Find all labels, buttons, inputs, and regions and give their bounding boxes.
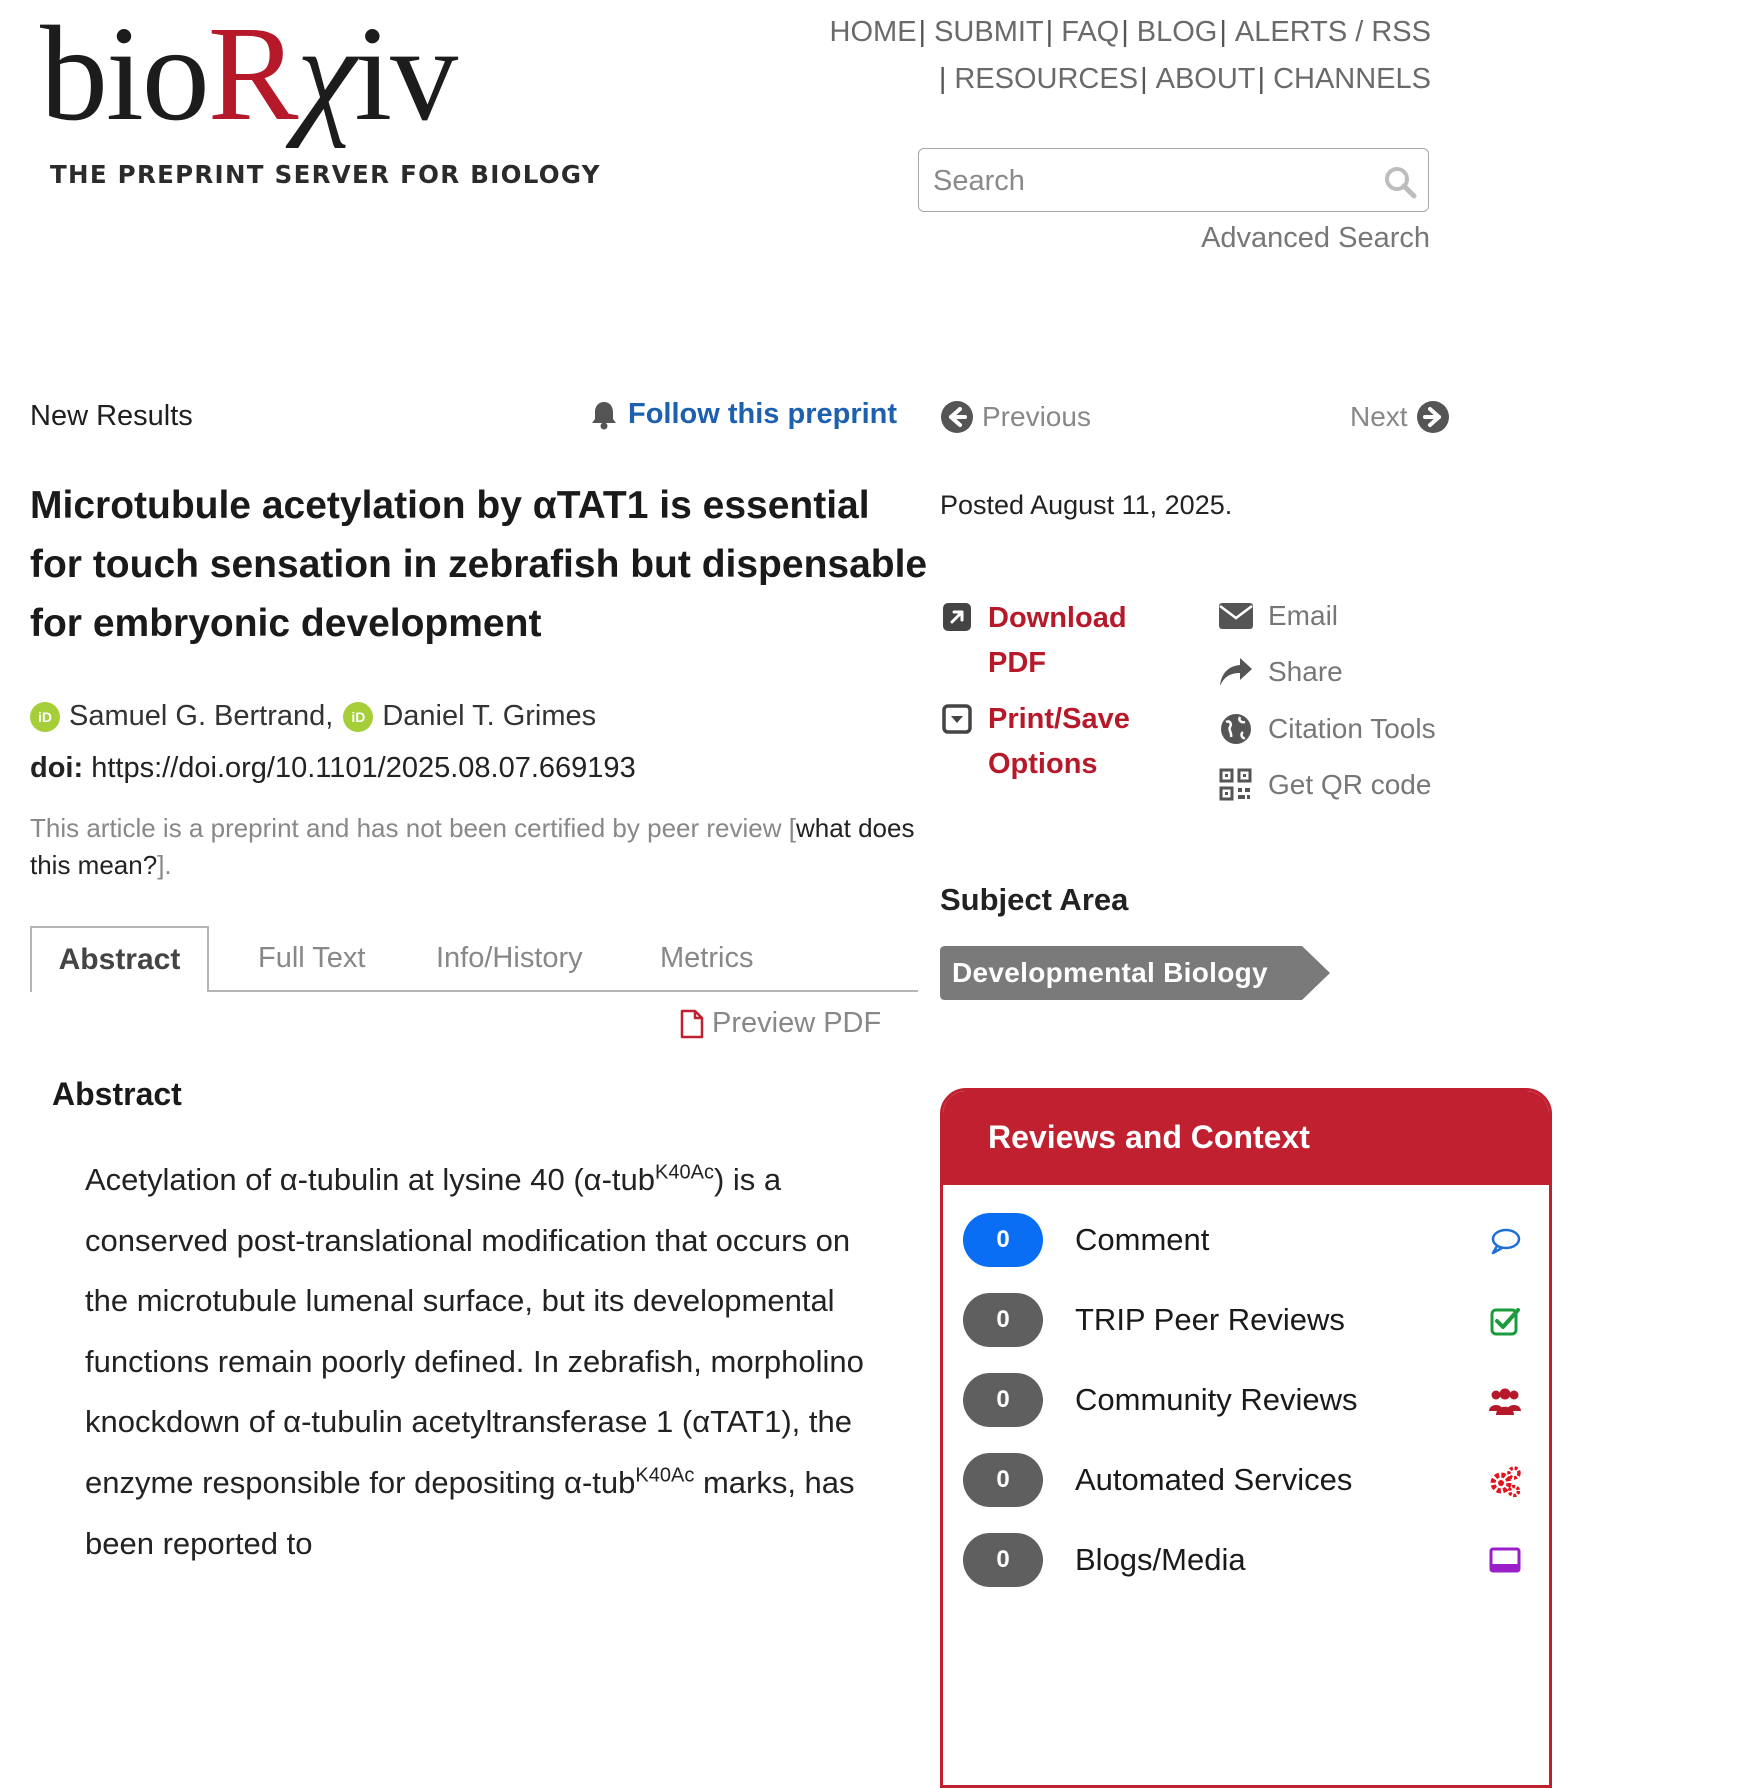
- nav-separator: |: [938, 63, 947, 95]
- review-label: Automated Services: [1075, 1462, 1353, 1497]
- abstract-sup-1: K40Ac: [655, 1161, 714, 1184]
- count-pill: 0: [963, 1373, 1043, 1427]
- nav-separator: |: [1257, 63, 1266, 95]
- external-link-icon: [942, 602, 972, 632]
- citation-tools-label: Citation Tools: [1268, 713, 1436, 744]
- author-list: [30, 700, 596, 733]
- previous-link[interactable]: [940, 400, 1091, 434]
- review-row-community[interactable]: [963, 1373, 1533, 1427]
- next-label: Next: [1350, 401, 1408, 432]
- pdf-file-icon: [680, 1009, 704, 1039]
- review-label: Comment: [1075, 1222, 1210, 1257]
- nav-separator: |: [918, 16, 927, 48]
- subject-area-heading: Subject Area: [940, 882, 1129, 917]
- abstract-text: [85, 1150, 875, 1574]
- nav-submit[interactable]: SUBMIT: [934, 16, 1044, 48]
- doi-line: [30, 752, 636, 785]
- abstract-heading: Abstract: [52, 1076, 182, 1112]
- nav-alerts-rss[interactable]: ALERTS / RSS: [1234, 16, 1431, 48]
- envelope-icon: [1218, 602, 1254, 630]
- logo-chi: χ: [296, 0, 355, 149]
- users-group-icon: [1489, 1385, 1521, 1417]
- abstract-part-1: Acetylation of α-tubulin at lysine 40 (α-tub: [85, 1162, 656, 1197]
- nav-blog[interactable]: BLOG: [1136, 16, 1218, 48]
- abstract-part-2: ) is a conserved post-translational modification that occurs on the microtubule lumenal surface, but its developmental functions remain poorly defined. In zebrafish, morpholino knockdown of α-tubulin acetyltransferase 1 (αTAT1), the enzyme responsible for depositing α-tub: [85, 1162, 864, 1500]
- review-row-comment[interactable]: [963, 1213, 1533, 1267]
- reviews-context-panel: [940, 1088, 1552, 1788]
- review-label: TRIP Peer Reviews: [1075, 1302, 1345, 1337]
- print-save-options-link[interactable]: Print/Save Options: [988, 703, 1130, 780]
- globe-icon: [1218, 712, 1254, 746]
- bell-icon: [590, 400, 618, 430]
- logo-bio: bio: [40, 0, 208, 149]
- email-label: Email: [1268, 600, 1339, 631]
- count-pill: 0: [963, 1213, 1043, 1267]
- orcid-icon[interactable]: iD: [343, 702, 373, 732]
- share-link[interactable]: [1218, 656, 1343, 688]
- follow-preprint-button[interactable]: [590, 398, 897, 431]
- article-title: Microtubule acetylation by αTAT1 is essential for touch sensation in zebrafish but dispensable for embryonic development: [30, 484, 928, 645]
- doi-link[interactable]: https://doi.org/10.1101/2025.08.07.669193: [91, 752, 636, 784]
- search-icon[interactable]: [1383, 165, 1417, 199]
- count-pill: 0: [963, 1533, 1043, 1587]
- peer-review-text: This article is a preprint and has not been certified by peer review [: [30, 813, 796, 843]
- gears-icon: [1489, 1465, 1521, 1497]
- review-row-trip[interactable]: [963, 1293, 1533, 1347]
- review-row-blogs-media[interactable]: [963, 1533, 1533, 1587]
- abstract-sup-2: K40Ac: [635, 1464, 695, 1487]
- nav-separator: |: [1140, 63, 1148, 95]
- email-link[interactable]: [1218, 600, 1338, 632]
- biorxiv-logo[interactable]: [40, 0, 457, 149]
- reviews-context-header: [943, 1091, 1549, 1185]
- search-input[interactable]: [931, 159, 1375, 203]
- arrow-left-circle-icon: [940, 400, 974, 434]
- count-pill: 0: [963, 1453, 1043, 1507]
- top-nav-row-1: [830, 16, 1431, 49]
- review-row-automated[interactable]: [963, 1453, 1533, 1507]
- monitor-icon: [1489, 1545, 1521, 1577]
- dropdown-box-icon: [942, 704, 972, 734]
- qr-code-link[interactable]: [1218, 768, 1431, 802]
- tab-abstract[interactable]: Abstract: [30, 926, 209, 992]
- abstract-part-3: marks, has been reported to: [85, 1464, 855, 1561]
- citation-tools-link[interactable]: [1218, 712, 1436, 746]
- author-name[interactable]: Daniel T. Grimes: [382, 700, 597, 732]
- subject-tag-label: Developmental Biology: [952, 957, 1268, 988]
- posted-date: Posted August 11, 2025.: [940, 490, 1233, 520]
- preview-pdf-link[interactable]: [680, 1007, 881, 1040]
- advanced-search-link[interactable]: Advanced Search: [1201, 222, 1430, 254]
- what-does-this-mean-link[interactable]: what does this mean?: [30, 813, 915, 880]
- preview-pdf-label: Preview PDF: [712, 1007, 882, 1039]
- nav-channels[interactable]: CHANNELS: [1273, 63, 1431, 95]
- qr-code-icon: [1218, 768, 1254, 802]
- share-arrow-icon: [1218, 656, 1254, 688]
- checkbox-check-icon: [1489, 1305, 1521, 1337]
- qr-code-label: Get QR code: [1268, 769, 1432, 800]
- nav-faq[interactable]: FAQ: [1061, 16, 1120, 48]
- share-label: Share: [1268, 656, 1343, 687]
- download-pdf-link[interactable]: Download PDF: [988, 602, 1127, 679]
- author-name[interactable]: Samuel G. Bertrand,: [69, 700, 334, 732]
- review-label: Community Reviews: [1075, 1382, 1358, 1417]
- nav-home[interactable]: HOME: [829, 16, 917, 48]
- orcid-icon[interactable]: iD: [30, 702, 60, 732]
- follow-label: Follow this preprint: [628, 398, 898, 430]
- previous-label: Previous: [982, 401, 1091, 432]
- logo-r: R: [207, 0, 297, 149]
- doi-label: doi:: [30, 752, 84, 784]
- nav-resources[interactable]: RESOURCES: [954, 63, 1139, 95]
- next-link[interactable]: [1350, 400, 1450, 434]
- article-section: New Results: [30, 400, 193, 432]
- reviews-context-title: Reviews and Context: [988, 1119, 1310, 1155]
- nav-about[interactable]: ABOUT: [1155, 63, 1256, 95]
- search-box: [918, 148, 1429, 212]
- tab-full-text[interactable]: Full Text: [258, 942, 366, 974]
- logo-tagline: THE PREPRINT SERVER FOR BIOLOGY: [50, 160, 601, 189]
- tab-info-history[interactable]: Info/History: [436, 942, 583, 974]
- count-pill: 0: [963, 1293, 1043, 1347]
- tab-metrics[interactable]: Metrics: [660, 942, 754, 974]
- peer-review-notice: [30, 810, 920, 884]
- review-label: Blogs/Media: [1075, 1542, 1246, 1577]
- nav-separator: |: [1121, 16, 1129, 48]
- nav-separator: |: [1219, 16, 1227, 48]
- nav-separator: |: [1045, 16, 1054, 48]
- logo-iv: iv: [354, 0, 457, 149]
- subject-tag-developmental-biology[interactable]: [940, 946, 1330, 1000]
- speech-bubble-icon: [1489, 1225, 1521, 1257]
- top-nav-row-2: [937, 63, 1431, 96]
- arrow-right-circle-icon: [1416, 400, 1450, 434]
- peer-review-end: ].: [157, 850, 172, 880]
